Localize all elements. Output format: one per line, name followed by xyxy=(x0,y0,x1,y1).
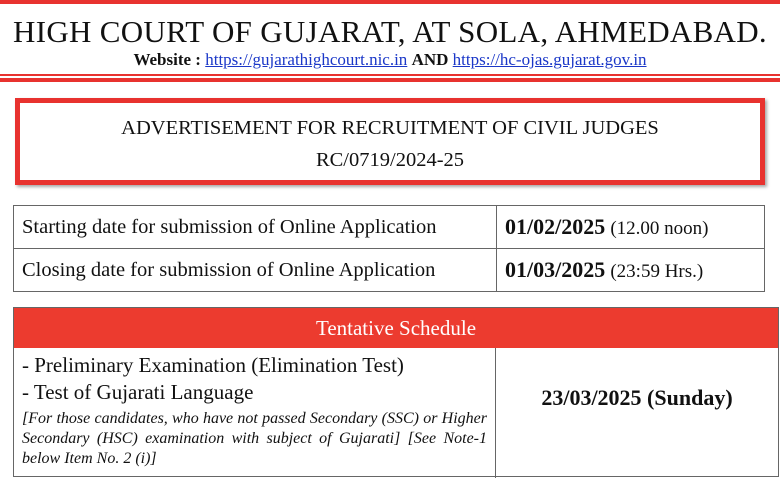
start-date-cell xyxy=(497,206,765,249)
start-date-label: Starting date for submission of Online Application xyxy=(14,206,497,249)
link-conjunction: AND xyxy=(411,50,449,69)
dates-table xyxy=(13,205,765,292)
court-title: HIGH COURT OF GUJARAT, AT SOLA, AHMEDABAD. xyxy=(13,14,767,49)
schedule-date: 23/03/2025 (Sunday) xyxy=(541,385,733,410)
schedule-items xyxy=(14,348,496,478)
prelim-exam-item: - Preliminary Examination (Elimination Test) xyxy=(22,353,404,377)
gujarati-test-item: - Test of Gujarati Language xyxy=(22,380,254,404)
start-date-note: (12.00 noon) xyxy=(610,218,709,239)
website-line xyxy=(0,50,780,70)
gujarat-high-court-link[interactable]: https://gujarathighcourt.nic.in xyxy=(205,50,408,69)
schedule-heading: Tentative Schedule xyxy=(14,308,778,348)
closing-date-cell xyxy=(497,249,765,292)
advertisement-title: ADVERTISEMENT FOR RECRUITMENT OF CIVIL JUDGES xyxy=(121,117,659,139)
hc-ojas-link[interactable]: https://hc-ojas.gujarat.gov.in xyxy=(452,50,647,69)
start-date-value: 01/02/2025 xyxy=(505,214,606,239)
tentative-schedule xyxy=(13,307,779,477)
gujarati-test-note: [For those candidates, who have not passed Secondary (SSC) or Higher Secondary (HSC) examination with subject of Gujarati] [See Note-1 below Item No. 2 (i)] xyxy=(22,410,487,467)
website-label: Website : xyxy=(133,50,201,69)
closing-date-value: 01/03/2025 xyxy=(505,257,606,282)
closing-date-label: Closing date for submission of Online Application xyxy=(14,249,497,292)
advertisement-ref: RC/0719/2024-25 xyxy=(315,149,465,171)
table-row xyxy=(14,249,765,292)
advertisement-box xyxy=(15,98,765,185)
table-row xyxy=(14,206,765,249)
closing-date-note: (23:59 Hrs.) xyxy=(610,261,704,282)
